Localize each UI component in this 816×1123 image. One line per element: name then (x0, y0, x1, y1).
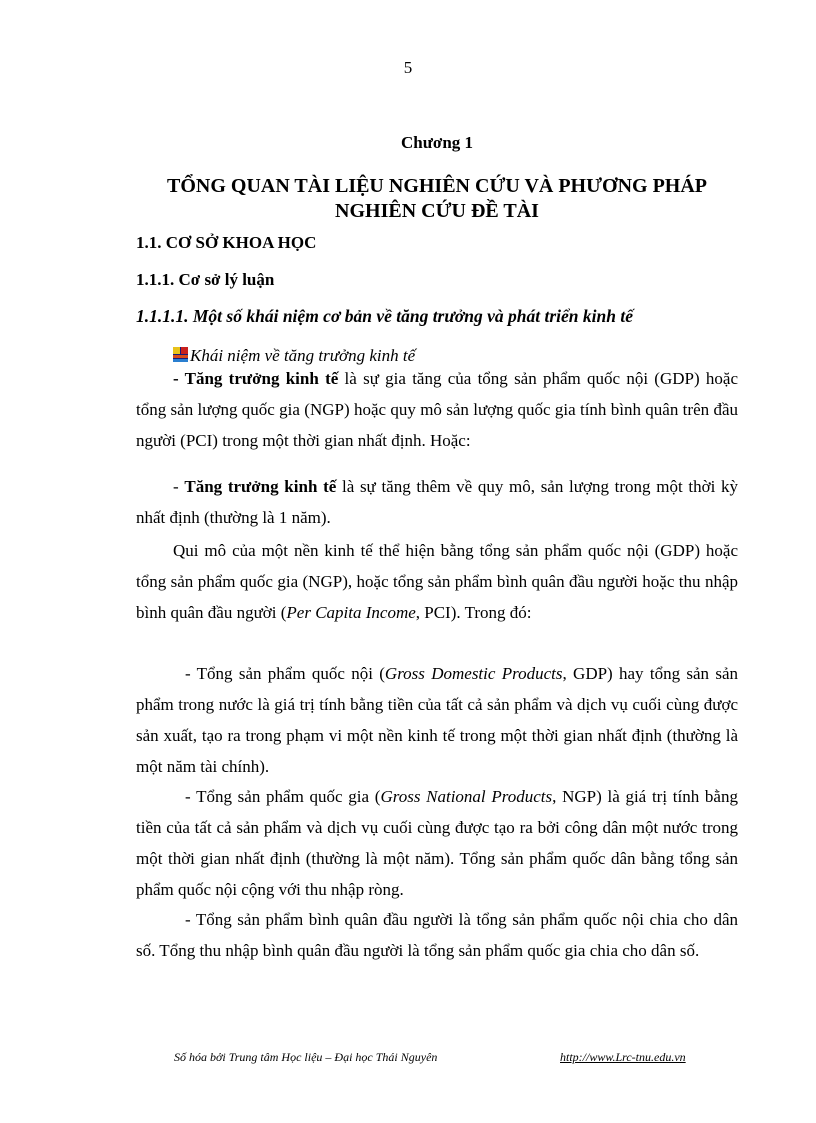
paragraph-1-term: Tăng trưởng kinh tế (184, 369, 339, 388)
paragraph-2-term: Tăng trưởng kinh tế (184, 477, 337, 496)
paragraph-4-text-b: , GDP) hay tổng sản sản phẩm trong nước là giá trị tính bằng tiền của tất cả sản phẩm và dịch vụ cuối cùng được sản xuất, tạo ra trong phạm vi một nền kinh tế trong một thời gian nhất định (thường là một năm tài chính). (136, 664, 739, 776)
paragraph-2-lead: - (173, 477, 185, 496)
footer-link[interactable]: http://www.Lrc-tnu.edu.vn (560, 1050, 686, 1064)
paragraph-5-text-a: - Tổng sản phẩm quốc gia ( (185, 787, 381, 806)
page-number: 5 (403, 58, 413, 77)
paragraph-6: - Tổng sản phẩm bình quân đầu người là tổng sản phẩm quốc nội chia cho dân số. Tổng thu nhập bình quân đầu người là tổng sản phẩm quốc gia chia cho dân số. (136, 910, 738, 960)
section-heading-1-1-1-1: 1.1.1.1. Một số khái niệm cơ bản về tăng trưởng và phát triển kinh tế (136, 306, 633, 326)
paragraph-3-text-a: Qui mô của một nền kinh tế thể hiện bằng tổng sản phẩm quốc nội (GDP) hoặc tổng sản phẩm quốc gia (NGP), hoặc tổng sản phẩm bình quân đầu người hoặc thu nhập bình quân đầu người ( (136, 541, 738, 622)
paragraph-5 (136, 781, 738, 905)
concept-heading-text: Khái niệm về tăng trưởng kinh tế (190, 346, 416, 365)
paragraph-3 (136, 535, 738, 628)
section-heading-1-1: 1.1. CƠ SỞ KHOA HỌC (136, 233, 317, 252)
paragraph-4 (136, 658, 738, 782)
paragraph-3-text-b: , PCI). Trong đó: (415, 603, 532, 622)
chapter-title: TỔNG QUAN TÀI LIỆU NGHIÊN CỨU VÀ PHƯƠNG PHÁP NGHIÊN CỨU ĐỀ TÀI (166, 175, 708, 222)
chapter-heading: Chương 1 (400, 133, 474, 152)
paragraph-1-lead: - (173, 369, 185, 388)
paragraph-3-italic: Per Capita Income (286, 603, 416, 622)
paragraph-4-italic: Gross Domestic Products (384, 664, 563, 683)
paragraph-1-text: là sự gia tăng của tổng sản phẩm quốc nội (GDP) hoặc tổng sản lượng quốc gia (NGP) hoặc quy mô sản lượng quốc gia tính bình quân trên đầu người (PCI) trong một thời gian nhất định. Hoặc: (136, 369, 738, 450)
paragraph-5-text-b: , NGP) là giá trị tính bằng tiền của tất cả sản phẩm và dịch vụ cuối cùng được tạo ra bởi công dân một nước trong một thời gian nhất định (thường là một năm). Tổng sản phẩm quốc dân bằng tổng sản phẩm quốc nội cộng với thu nhập ròng. (136, 787, 738, 899)
paragraph-1 (136, 363, 738, 456)
bullet-icon (173, 347, 188, 362)
section-heading-1-1-1: 1.1.1. Cơ sở lý luận (136, 270, 275, 289)
paragraph-5-italic: Gross National Products (380, 787, 553, 806)
paragraph-2-text: là sự tăng thêm về quy mô, sản lượng trong một thời kỳ nhất định (thường là 1 năm). (136, 477, 738, 527)
paragraph-2 (136, 471, 738, 533)
paragraph-4-text-a: - Tổng sản phẩm quốc nội ( (185, 664, 385, 683)
footer-credit: Số hóa bởi Trung tâm Học liệu – Đại học Thái Nguyên (174, 1050, 438, 1064)
